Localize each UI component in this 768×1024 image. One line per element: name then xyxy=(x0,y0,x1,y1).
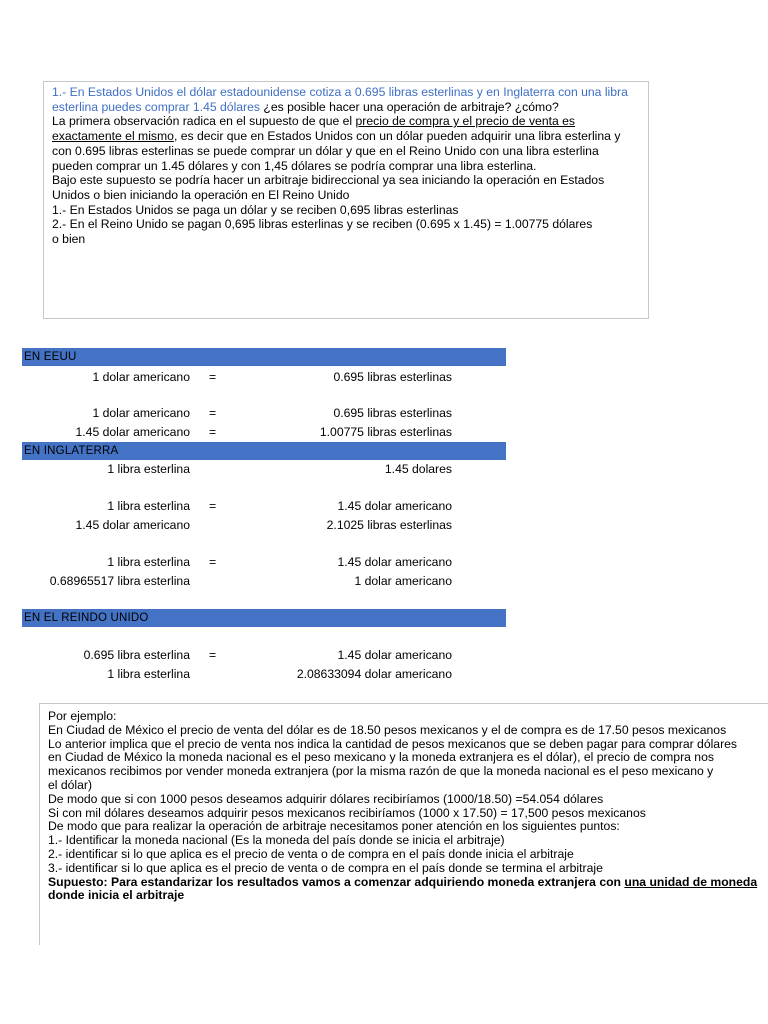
table-row xyxy=(0,405,510,421)
example-line: mexicanos recibimos por vender moneda extranjera (por la misma razón de que la moneda nacional es el peso mexicano y xyxy=(48,764,714,779)
example-line: Lo anterior implica que el precio de venta nos indica la cantidad de pesos mexicanos que se deben pagar para comprar dólares xyxy=(48,736,738,751)
example-line: en Ciudad de México la moneda nacional es el peso mexicano y la moneda extranjera es el dólar), el precio de compra nos xyxy=(48,750,714,765)
problem-line: o bien xyxy=(52,232,86,247)
row-right: 2.1025 libras esterlinas xyxy=(326,518,452,532)
supuesto-text: Supuesto: Para estandarizar los resultados vamos a comenzar adquiriendo moneda extranjera con xyxy=(48,874,625,889)
example-line: el dólar) xyxy=(48,777,93,792)
row-equals: = xyxy=(209,555,217,569)
example-text-box xyxy=(39,703,768,945)
row-equals: = xyxy=(209,499,217,513)
table-row xyxy=(0,517,510,533)
row-right: 0.695 libras esterlinas xyxy=(333,406,452,420)
observation-line-1 xyxy=(52,114,640,129)
example-line: 3.- identificar si lo que aplica es el precio de venta o de compra en el país donde se termina el arbitraje xyxy=(48,860,603,875)
problem-text-box xyxy=(43,81,649,319)
table-row xyxy=(0,573,510,589)
row-left: 1.45 dolar americano xyxy=(75,425,190,439)
problem-line: 1.- En Estados Unidos se paga un dólar y se reciben 0,695 libras esterlinas xyxy=(52,202,459,217)
row-right: 1.45 dolar americano xyxy=(337,499,452,513)
row-right: 1 dolar americano xyxy=(354,574,452,588)
section-header-eeuu: EN EEUU xyxy=(22,348,506,366)
example-line: En Ciudad de México el precio de venta del dólar es de 18.50 pesos mexicanos y el de compra es de 17.50 pesos mexicanos xyxy=(48,722,727,737)
row-right: 1.45 dolar americano xyxy=(337,648,452,662)
row-right: 1.45 dolares xyxy=(384,462,452,476)
row-left: 0.68965517 libra esterlina xyxy=(49,574,190,588)
supuesto-underlined: una unidad de moneda xyxy=(624,874,758,889)
section-header-reino-unido: EN EL REINDO UNIDO xyxy=(22,609,506,627)
row-right: 1.00775 libras esterlinas xyxy=(319,425,452,439)
row-left: 1 libra esterlina xyxy=(107,555,190,569)
section-header-inglaterra: EN INGLATERRA xyxy=(22,442,506,460)
problem-line: 2.- En el Reino Unido se pagan 0,695 libras esterlinas y se reciben (0.695 x 1.45) = 1.00775 dólares xyxy=(52,217,593,232)
problem-line: Bajo este supuesto se podría hacer un arbitraje bidireccional ya sea iniciando la operación en Estados xyxy=(52,173,605,188)
row-left: 1 dolar americano xyxy=(92,370,190,384)
table-row xyxy=(0,666,510,682)
problem-heading-line-2-text: esterlina puedes comprar 1.45 dólares xyxy=(52,99,260,114)
observation-text-1: La primera observación radica en el supuesto de que el xyxy=(52,114,356,129)
problem-line: pueden comprar un 1.45 dólares y con 1,45 dólares se podría comprar una libra esterlina. xyxy=(52,158,537,173)
observation-text-2: , es decir que en Estados Unidos con un dólar pueden adquirir una libra esterlina y xyxy=(173,129,621,144)
problem-heading-line-2 xyxy=(52,100,640,115)
supuesto-line-2: donde inicia el arbitraje xyxy=(48,888,185,903)
row-equals: = xyxy=(209,406,217,420)
example-line: 1.- Identificar la moneda nacional (Es la moneda del país donde se inicia el arbitraje) xyxy=(48,833,505,848)
row-left: 1 libra esterlina xyxy=(107,667,190,681)
table-row xyxy=(0,554,510,570)
row-left: 1 libra esterlina xyxy=(107,462,190,476)
row-equals: = xyxy=(209,648,217,662)
example-line: Si con mil dólares deseamos adquirir pesos mexicanos recibiríamos (1000 x 17.50) = 17,500 pesos mexicanos xyxy=(48,805,646,820)
example-line: Por ejemplo: xyxy=(48,709,117,723)
row-left: 1.45 dolar americano xyxy=(75,518,190,532)
row-equals: = xyxy=(209,370,217,384)
problem-heading-line-1: 1.- En Estados Unidos el dólar estadounidense cotiza a 0.695 libras esterlinas y en Inglaterra con una libra xyxy=(52,85,628,99)
table-row xyxy=(0,369,510,385)
observation-line-2 xyxy=(52,129,640,144)
example-line: De modo que para realizar la operación de arbitraje necesitamos poner atención en los siguientes puntos: xyxy=(48,819,620,834)
table-row xyxy=(0,498,510,514)
row-right: 2.08633094 dolar americano xyxy=(296,667,452,681)
row-left: 1 dolar americano xyxy=(92,406,190,420)
example-line: 2.- identificar si lo que aplica es el precio de venta o de compra en el país donde inicia el arbitraje xyxy=(48,846,574,861)
row-right: 1.45 dolar americano xyxy=(337,555,452,569)
observation-underlined-1: precio de compra y el precio de venta es xyxy=(355,114,576,129)
row-left: 1 libra esterlina xyxy=(107,499,190,513)
row-right: 0.695 libras esterlinas xyxy=(333,370,452,384)
problem-line: Unidos o bien iniciando la operación en El Reino Unido xyxy=(52,187,350,202)
table-row xyxy=(0,461,510,477)
row-equals: = xyxy=(209,425,217,439)
problem-line: con 0.695 libras esterlinas se puede comprar un dólar y que en el Reino Unido con una libra esterlina xyxy=(52,143,599,158)
row-left: 0.695 libra esterlina xyxy=(83,648,190,662)
table-row xyxy=(0,647,510,663)
problem-question: ¿es posible hacer una operación de arbitraje? ¿cómo? xyxy=(260,99,559,114)
observation-underlined-2: exactamente el mismo xyxy=(52,129,174,144)
table-row xyxy=(0,424,510,440)
example-line: De modo que si con 1000 pesos deseamos adquirir dólares recibiríamos (1000/18.50) =54.054 dólares xyxy=(48,791,604,806)
supuesto-line xyxy=(48,876,760,890)
